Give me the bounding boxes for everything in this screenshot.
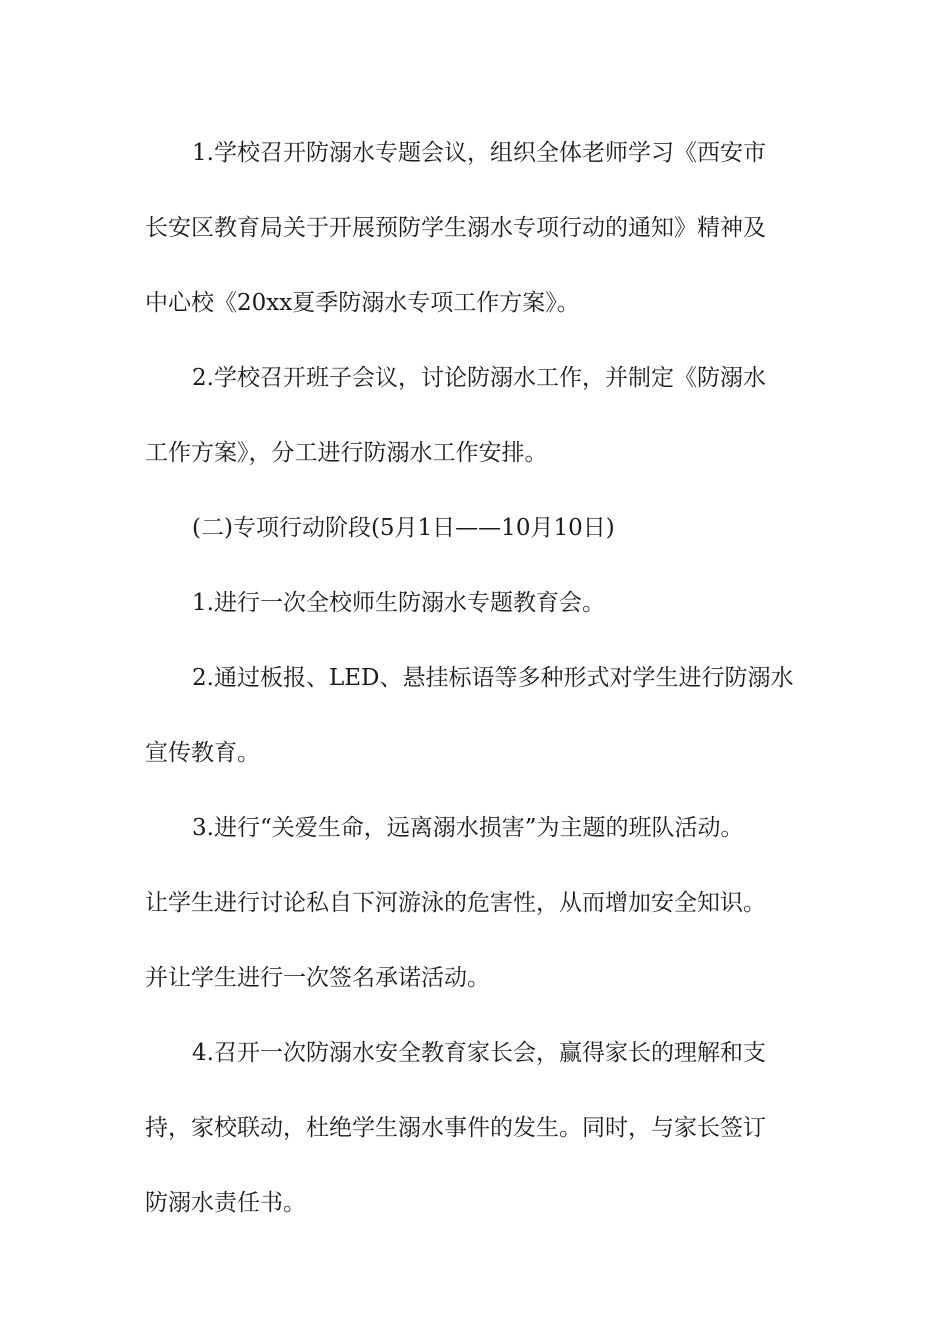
text-line: 宣传教育。 [145,740,260,766]
section-heading-action-stage [145,491,810,566]
text-line: 1.学校召开防溺水专题会议，组织全体老师学习《西安市 [192,140,766,166]
text-line: 防溺水责任书。 [145,1190,306,1216]
text-line: 中心校《20xx夏季防溺水专项工作方案》。 [145,290,580,316]
text-line: 4.召开一次防溺水安全教育家长会，赢得家长的理解和支 [192,1040,766,1066]
paragraph-class-activity [145,791,810,1016]
paragraph-publicity [145,641,810,791]
text-line: 3.进行“关爱生命，远离溺水损害”为主题的班队活动。 [192,815,744,841]
text-line: 持，家校联动，杜绝学生溺水事件的发生。同时，与家长签订 [145,1115,766,1141]
paragraph-education-meeting [145,566,810,641]
text-line: 让学生进行讨论私自下河游泳的危害性，从而增加安全知识。 [145,890,766,916]
text-line: 工作方案》，分工进行防溺水工作安排。 [145,440,548,466]
text-line: (二)专项行动阶段(5月1日——10月10日) [192,515,615,541]
text-line: 1.进行一次全校师生防溺水专题教育会。 [192,590,605,616]
paragraph-parent-meeting [145,1016,810,1241]
paragraph-meeting-study [145,116,810,341]
text-line: 长安区教育局关于开展预防学生溺水专项行动的通知》精神及 [145,215,766,241]
document-body [145,116,810,1241]
text-line: 并让学生进行一次签名承诺活动。 [145,965,490,991]
text-line: 2.通过板报、LED、悬挂标语等多种形式对学生进行防溺水 [192,665,794,691]
paragraph-leadership-meeting [145,341,810,491]
text-line: 2.学校召开班子会议，讨论防溺水工作，并制定《防溺水 [192,365,766,391]
